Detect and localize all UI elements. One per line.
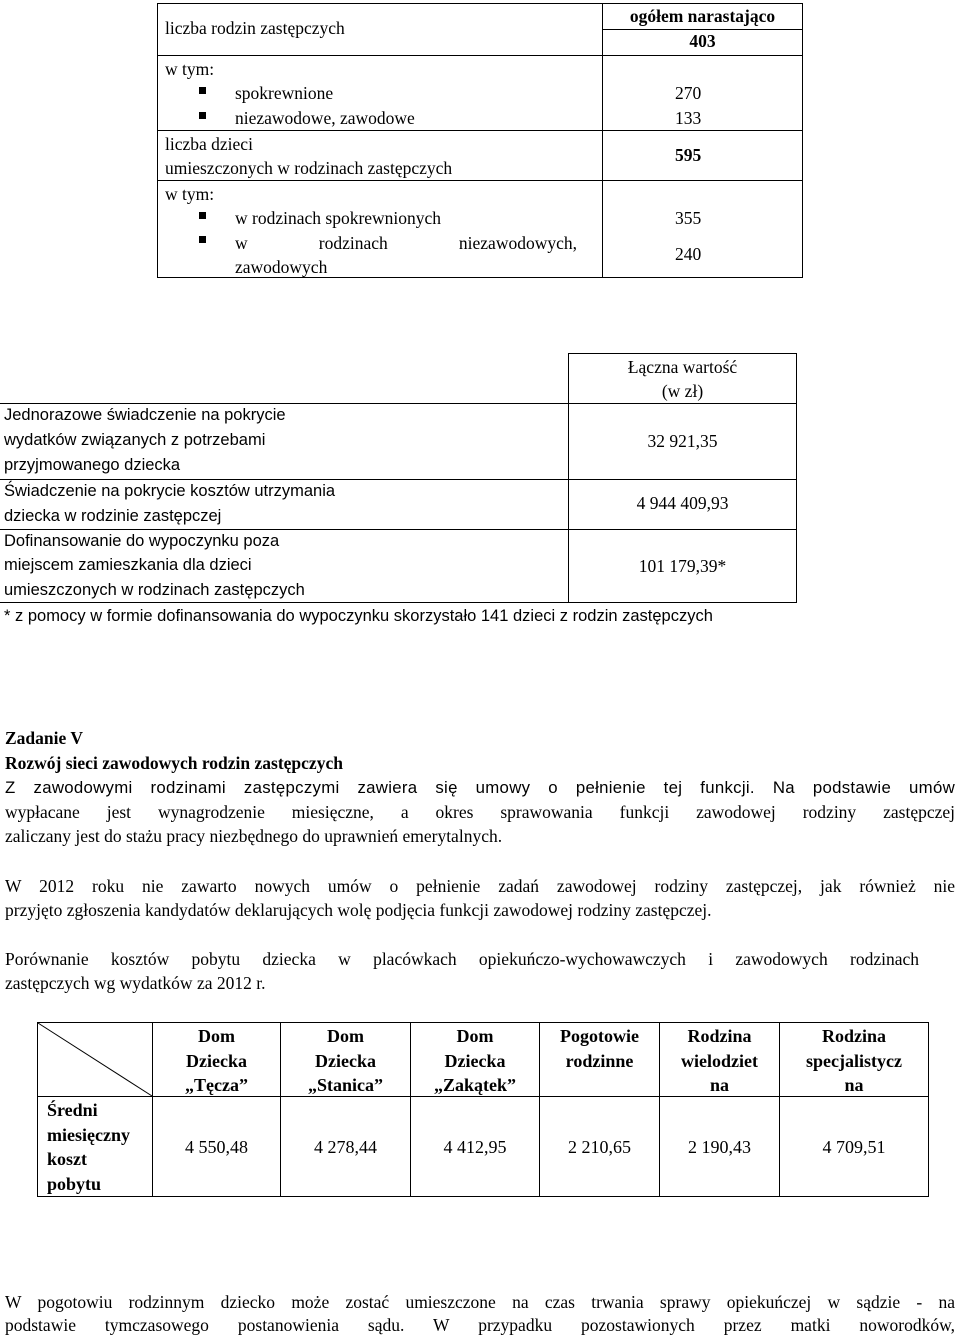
col-header-stanica: Dom Dziecka „Stanica” [307,1026,383,1095]
value-specjalistyczna: 4 709,51 [822,1137,886,1157]
paragraph-1-line3: zaliczany jest do stażu pracy niezbędnego do uprawnień emerytalnych. [5,826,503,846]
benefits-table [0,353,960,603]
col-header-pogotowie: Pogotowie rodzinne [560,1026,639,1071]
bullet-icon [199,212,206,219]
paragraph-3-line1: Porównanie kosztów pobytu dziecka w placówkach opiekuńczo-wychowawczych i zawodowych rodzinach [5,949,919,969]
value-pogotowie: 2 210,65 [568,1137,631,1157]
children-label-line1: liczba dzieci [165,134,253,154]
row-label-line4: pobytu [47,1174,102,1194]
value-wielodzietna: 2 190,43 [688,1137,751,1157]
value-header-line2: (w zł) [661,381,704,401]
row2-label-line2: dziecka w rodzinie zastępczej [4,507,222,525]
col-header-wielodzietna: Rodzina wielodziet na [681,1026,758,1095]
value-w-niezawodowych: 240 [675,244,702,264]
row-spokrewnione: spokrewnione [235,83,334,103]
row3-value: 101 179,39* [638,556,727,576]
row3-label-line1: Dofinansowanie do wypoczynku poza [4,532,280,550]
bullet-icon [199,236,206,243]
paragraph-2-line2: przyjęto zgłoszenia kandydatów deklarujących wolę podjęcia funkcji zawodowej rodziny zastępczej. [5,900,712,920]
bottom-line2: podstawie tymczasowego postanowienia sądu. W przypadku pozostawionych przez matki noworodków, [5,1315,955,1335]
border-top [37,1022,929,1023]
row-w-niezawodowych-line1: w rodzinach niezawodowych, [235,233,577,253]
col-header-tecza: Dom Dziecka „Tęcza” [185,1026,248,1095]
family-count-table [157,3,803,278]
border-right [928,1022,929,1197]
children-label-line2: umieszczonych w rodzinach zastępczych [165,158,453,178]
value-niezawodowe: 133 [675,108,702,128]
value-header-line1: Łączna wartość [627,357,738,377]
row1-label-line1: Jednorazowe świadczenie na pokrycie [4,406,286,424]
value-w-spokrewnionych: 355 [675,208,702,228]
border-bottom [37,1196,929,1197]
row-label-line2: miesięczny [47,1125,130,1145]
row3-label-line2: miejscem zamieszkania dla dzieci [4,556,252,574]
row-divider [157,55,803,56]
row1-label-line2: wydatków związanych z potrzebami [4,431,266,449]
paragraph-3-line2: zastępczych wg wydatków za 2012 r. [5,973,266,993]
row1-label-line3: przyjmowanego dziecka [4,456,181,474]
header-right: ogółem narastająco [629,6,776,26]
bottom-line1: W pogotowiu rodzinnym dziecko może zostać umieszczone na czas trwania sprawy opiekuńczej w sądzie - na [5,1292,955,1312]
header-left: liczba rodzin zastępczych [165,18,345,38]
section-title: Zadanie V [5,728,83,748]
row-divider [157,130,803,131]
paragraph-2-line1: W 2012 roku nie zawarto nowych umów o pełnienie zadań zawodowej rodziny zastępczej, jak również nie [5,876,955,896]
value-stanica: 4 278,44 [314,1137,377,1157]
row-divider [157,180,803,181]
section-subtitle: Rozwój sieci zawodowych rodzin zastępczych [5,753,343,773]
paragraph-1-line1: Z zawodowymi rodzinami zastępczymi zawiera się umowy o pełnienie tej funkcji. Na podstawie umów [5,778,955,797]
footnote: * z pomocy w formie dofinansowania do wypoczynku skorzystało 141 dzieci z rodzin zastępczych [4,607,713,625]
row-label-line1: Średni [47,1100,98,1120]
row2-label-line1: Świadczenie na pokrycie kosztów utrzymania [4,482,336,500]
row-w-niezawodowych-line2: zawodowych [235,257,328,277]
paragraph-1-line2: wypłacane jest wynagrodzenie miesięczne, a okres sprawowania funkcji zawodowej rodziny zastępczej [5,802,955,822]
border-right [796,353,797,603]
bullet-icon [199,87,206,94]
value-spokrewnione: 270 [675,83,702,103]
row1-value: 32 921,35 [647,431,718,451]
total-children: 595 [675,145,702,165]
w-tym-label: w tym: [165,59,215,79]
row-niezawodowe: niezawodowe, zawodowe [235,108,415,128]
col-header-zakatek: Dom Dziecka „Zakątek” [433,1026,516,1095]
bullet-icon [199,112,206,119]
row-label-line3: koszt [47,1149,87,1169]
col-header-specjalistyczna: Rodzina specjalistycz na [806,1026,902,1095]
cost-comparison-table [37,1022,929,1197]
value-tecza: 4 550,48 [185,1137,248,1157]
row2-value: 4 944 409,93 [636,493,729,513]
value-zakatek: 4 412,95 [443,1137,507,1157]
row3-label-line3: umieszczonych w rodzinach zastępczych [4,581,305,599]
total-families: 403 [689,31,716,51]
row-w-spokrewnionych: w rodzinach spokrewnionych [235,208,442,228]
border-top [568,353,797,354]
w-tym-label: w tym: [165,184,215,204]
